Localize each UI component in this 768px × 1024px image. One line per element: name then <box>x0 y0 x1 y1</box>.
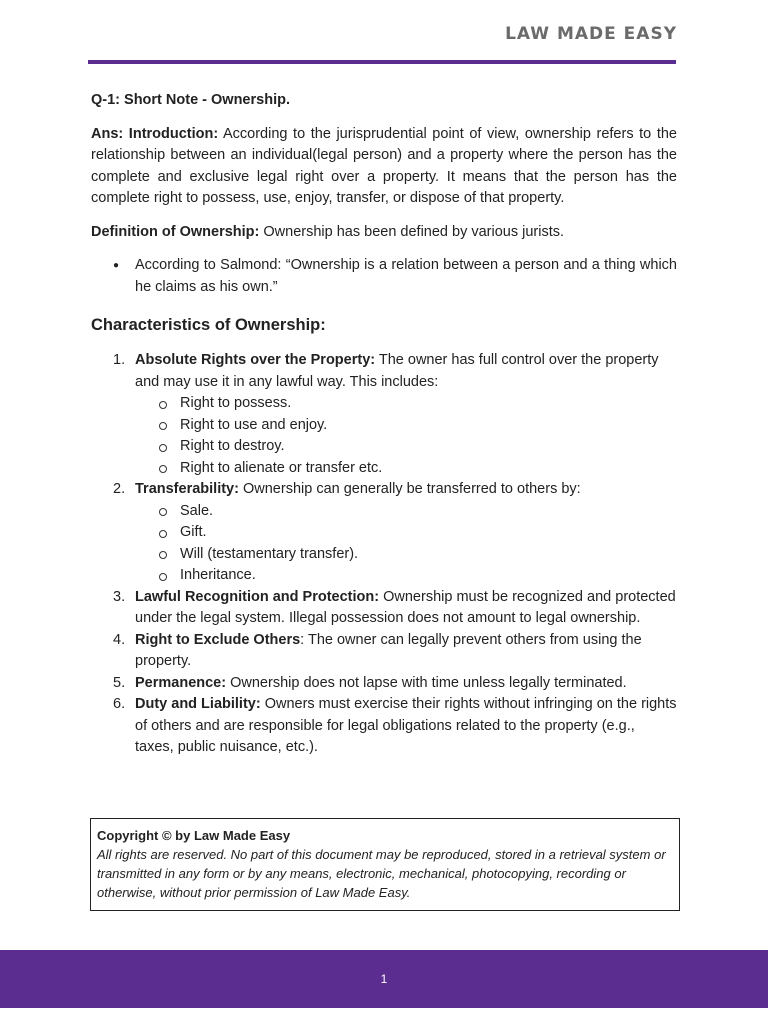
characteristics-list <box>91 350 677 759</box>
item-number: 3. <box>113 588 126 605</box>
item-title: Permanence: <box>135 674 227 691</box>
sub-item: Inheritance. <box>180 565 677 587</box>
definition-list <box>91 255 677 298</box>
definition-text: Ownership has been defined by various jurists. <box>259 223 565 240</box>
copyright-text: All rights are reserved. No part of this document may be reproduced, stored in a retrieval system or transmitted in any form or by any means, electronic, mechanical, photocopying, recording or otherwise, without prior permission of Law Made Easy. <box>97 847 666 900</box>
copyright-notice <box>90 818 680 911</box>
sub-list <box>135 393 677 479</box>
list-item <box>113 350 677 479</box>
item-number: 6. <box>113 696 126 712</box>
list-item <box>113 479 677 587</box>
sub-item: Gift. <box>180 522 677 544</box>
sub-item: Sale. <box>180 501 677 523</box>
question-heading: Q-1: Short Note - Ownership. <box>91 92 290 108</box>
definition-lead: Definition of Ownership: <box>91 223 260 240</box>
item-title: Right to Exclude Others <box>135 631 301 648</box>
section-heading: Characteristics of Ownership: <box>91 316 326 334</box>
sub-item: Right to use and enjoy. <box>180 415 677 437</box>
list-item <box>113 694 677 759</box>
list-item: ● According to Salmond: “Ownership is a relation between a person and a thing which he claims as his own.” <box>135 255 677 298</box>
item-number: 1. <box>113 352 126 368</box>
item-title: Duty and Liability: <box>135 696 261 712</box>
item-title: Lawful Recognition and Protection: <box>135 588 380 605</box>
sub-item: Will (testamentary transfer). <box>180 544 677 566</box>
header-divider <box>88 60 676 64</box>
list-item <box>113 673 677 695</box>
list-item <box>113 630 677 673</box>
list-item <box>113 587 677 630</box>
item-text: Ownership does not lapse with time unless legally terminated. <box>226 674 627 691</box>
answer-paragraph <box>91 124 677 210</box>
sub-item: Right to alienate or transfer etc. <box>180 458 677 480</box>
sub-item: Right to possess. <box>180 393 677 415</box>
copyright-title: Copyright © by Law Made Easy <box>97 828 291 843</box>
document-body <box>91 90 677 759</box>
item-text: Owners must exercise their rights without infringing on the rights of others and are responsible for legal obligations related to the property (e.g., taxes, public nuisance, etc.). <box>135 696 677 755</box>
page-footer <box>0 950 768 1008</box>
definition-paragraph <box>91 222 677 244</box>
sub-list <box>135 501 677 587</box>
answer-text: According to the jurisprudential point of view, ownership refers to the relationship between an individual(legal person) and a property where the person has the complete and exclusive legal right over a property. It means that the person has the complete right to possess, use, enjoy, transfer, or dispose of that property. <box>91 125 677 206</box>
item-number: 2. <box>113 481 126 497</box>
item-number: 5. <box>113 674 126 691</box>
item-text: Ownership can generally be transferred to others by: <box>238 481 581 497</box>
item-text: : The owner can legally prevent others from using the property. <box>135 631 642 669</box>
item-text: The owner has full control over the property and may use it in any lawful way. This includes: <box>135 352 659 390</box>
item-title: Absolute Rights over the Property: <box>135 352 376 368</box>
sub-item: Right to destroy. <box>180 436 677 458</box>
page-number: 1 <box>380 972 388 986</box>
brand-title: LAW MADE EASY <box>505 24 677 44</box>
item-title: Transferability: <box>135 481 239 497</box>
answer-lead: Ans: Introduction: <box>91 125 219 142</box>
item-text: Ownership must be recognized and protected under the legal system. Illegal possession does not amount to legal ownership. <box>135 588 676 626</box>
item-number: 4. <box>113 631 126 648</box>
